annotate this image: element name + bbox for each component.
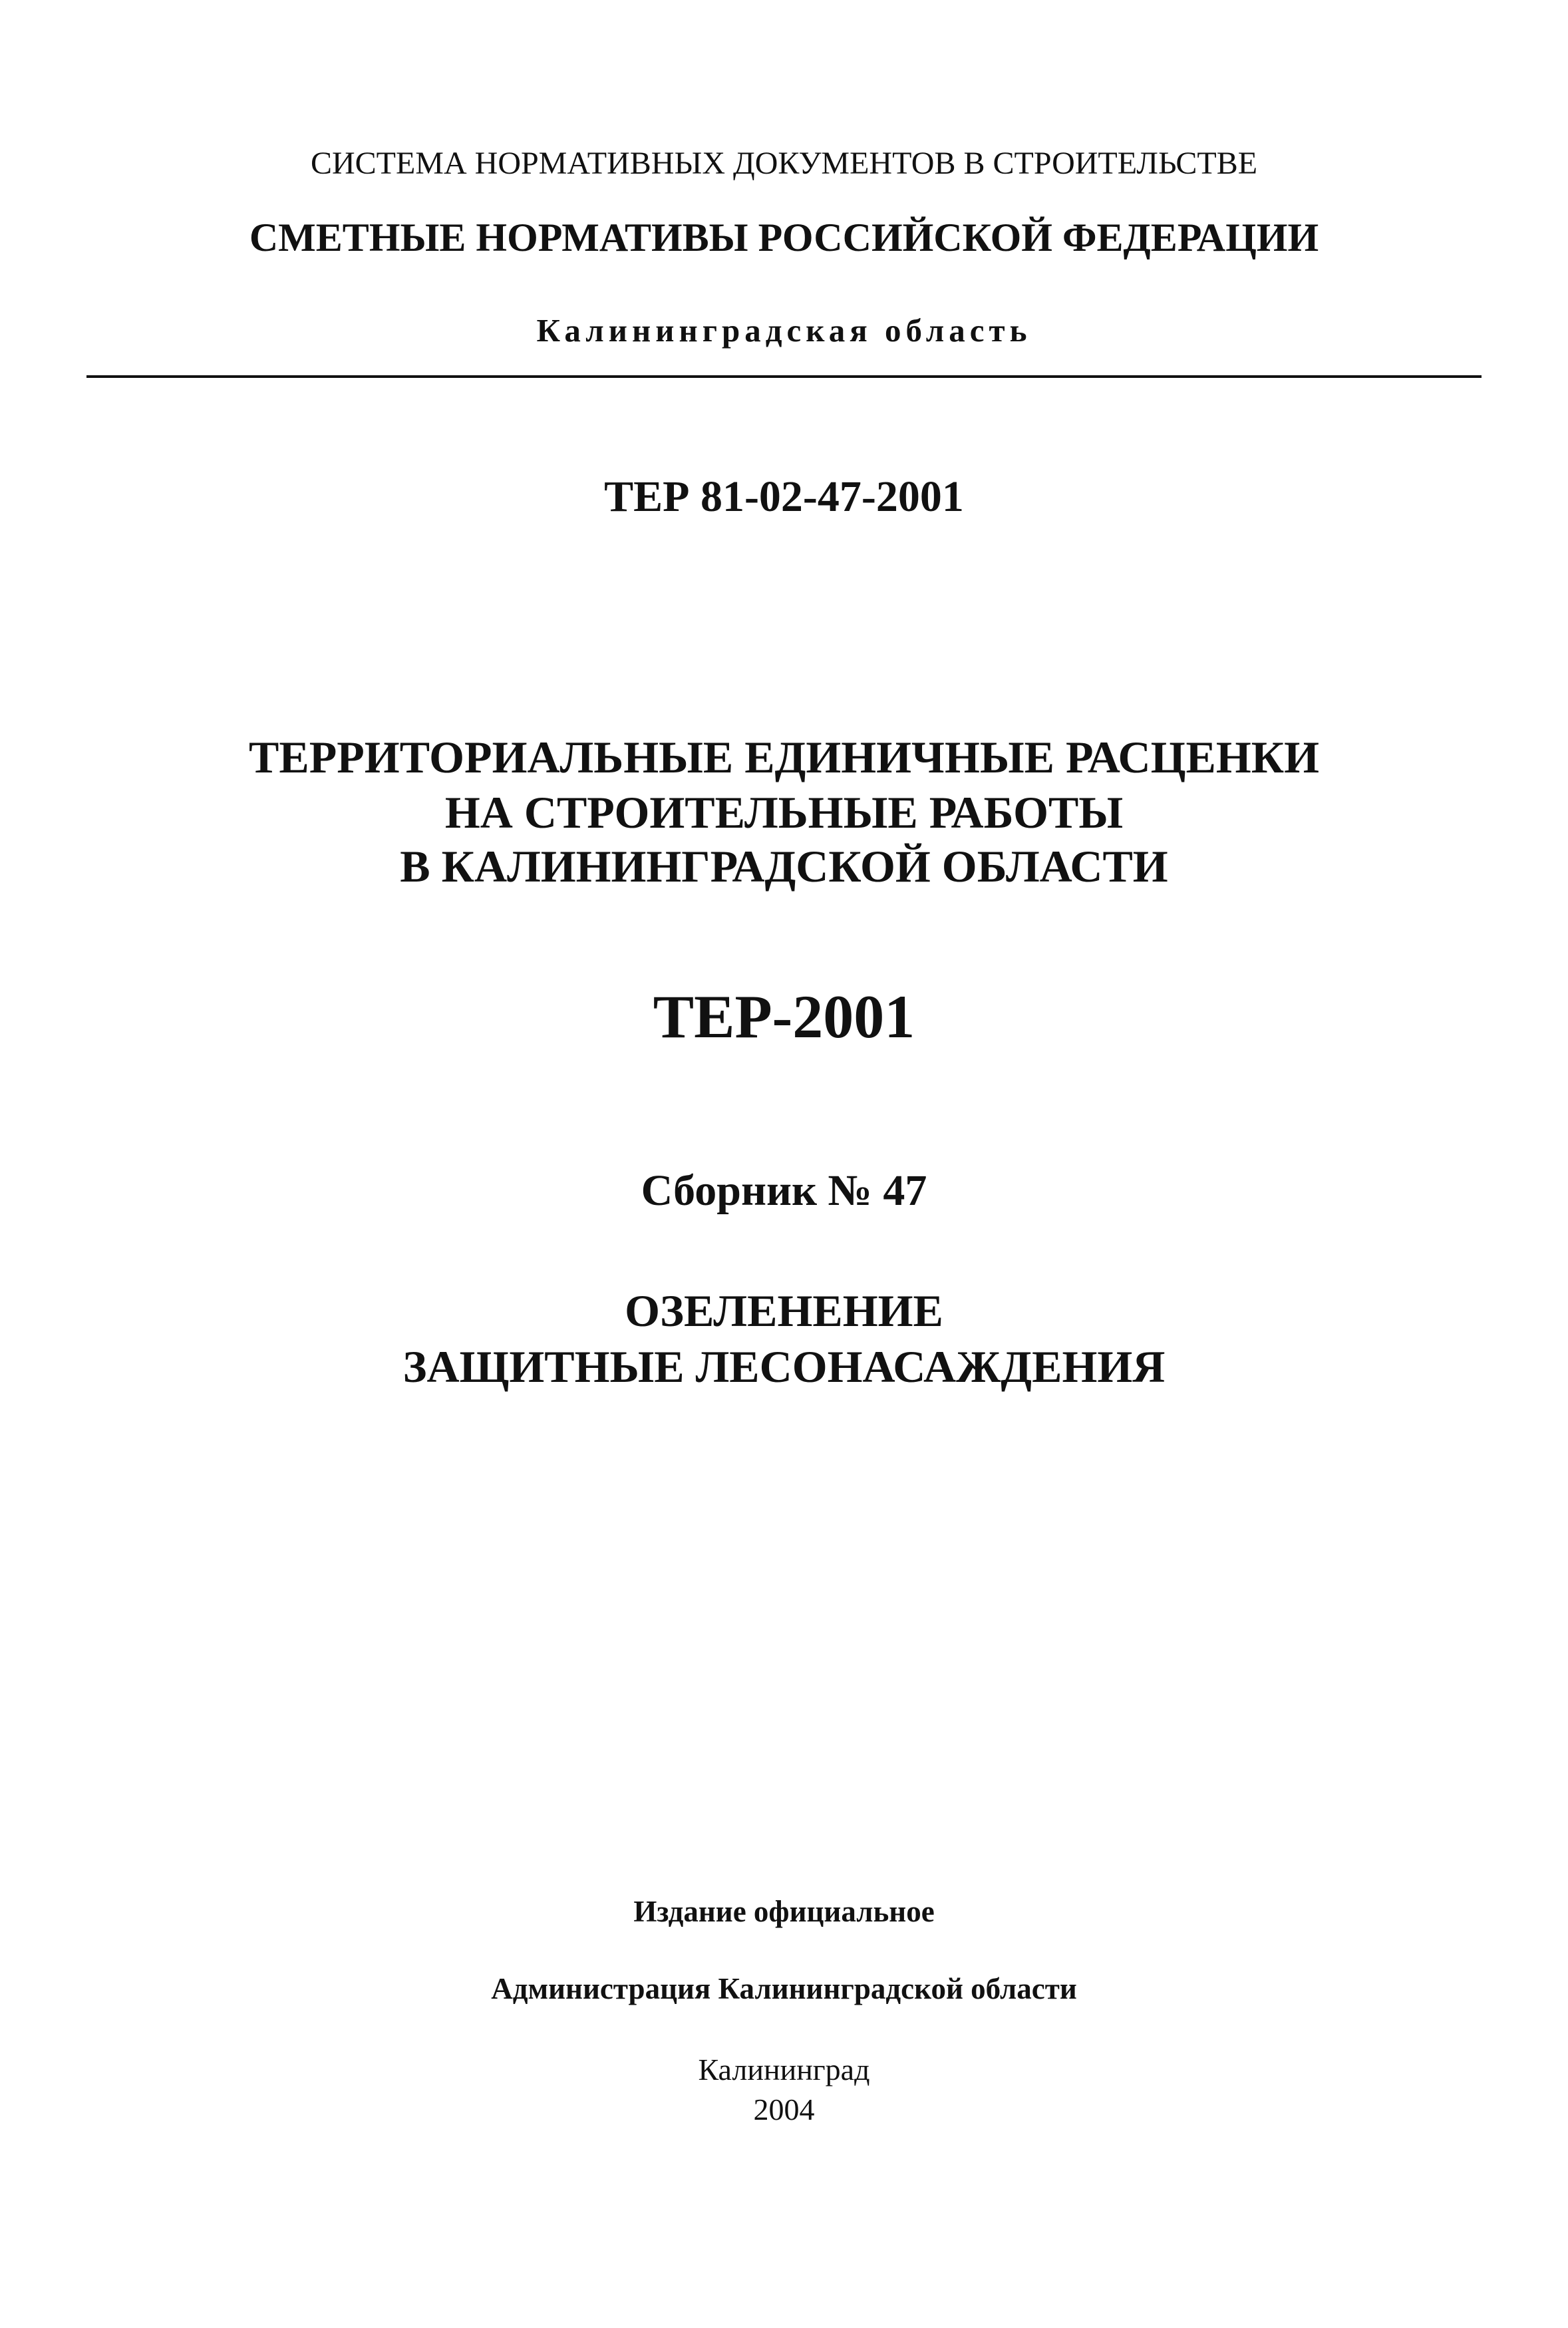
publication-year: 2004 — [753, 2092, 815, 2126]
publisher: Администрация Калининградской области — [491, 1972, 1077, 2005]
collection-number: Сборник № 47 — [641, 1166, 927, 1215]
title-line-1: ТЕРРИТОРИАЛЬНЫЕ ЕДИНИЧНЫЕ РАСЦЕНКИ — [249, 732, 1319, 782]
title-line-3: В КАЛИНИНГРАДСКОЙ ОБЛАСТИ — [400, 841, 1168, 892]
region-heading: Калининградская область — [536, 312, 1032, 349]
subject-line-2: ЗАЩИТНЫЕ ЛЕСОНАСАЖДЕНИЯ — [402, 1341, 1166, 1392]
subject-line-1: ОЗЕЛЕНЕНИЕ — [625, 1285, 943, 1336]
edition-label: Издание официальное — [633, 1895, 935, 1928]
series-heading: СМЕТНЫЕ НОРМАТИВЫ РОССИЙСКОЙ ФЕДЕРАЦИИ — [249, 216, 1319, 259]
system-heading: СИСТЕМА НОРМАТИВНЫХ ДОКУМЕНТОВ В СТРОИТЕЛЬСТВЕ — [310, 146, 1258, 181]
short-name: ТЕР-2001 — [653, 983, 915, 1051]
publication-city: Калининград — [698, 2053, 870, 2086]
document-code: ТЕР 81-02-47-2001 — [604, 472, 964, 521]
header-divider — [86, 375, 1482, 378]
title-line-2: НА СТРОИТЕЛЬНЫЕ РАБОТЫ — [444, 787, 1124, 838]
